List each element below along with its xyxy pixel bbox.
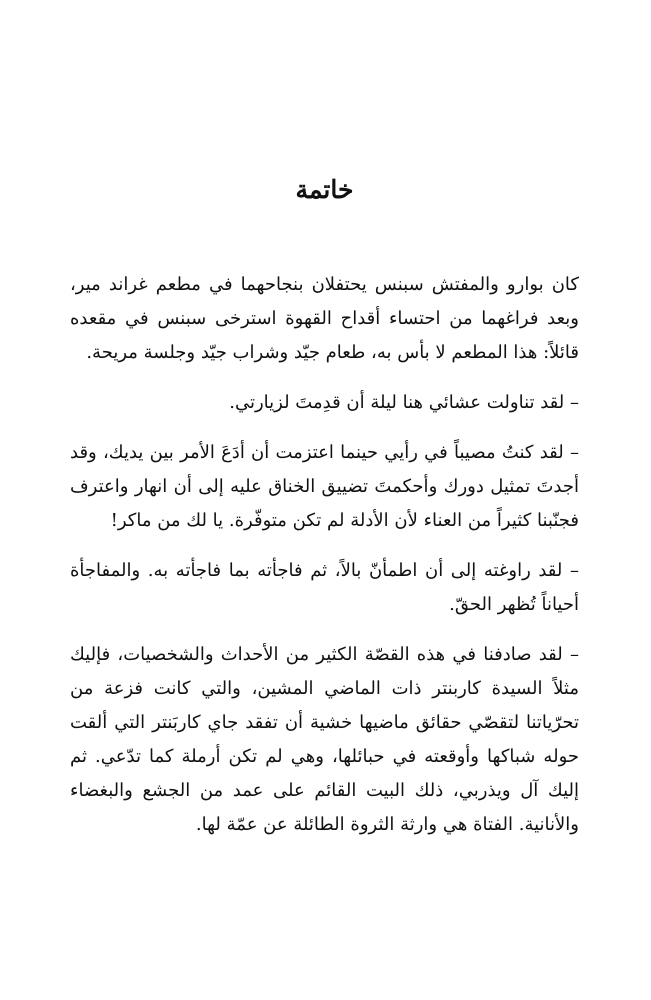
paragraph-dialogue-1: – لقد تناولت عشائي هنا ليلة أن قدِمتَ لزيارتي.	[229, 392, 579, 413]
paragraph-dialogue-4: – لقد صادفنا في هذه القصّة الكثير من الأحداث والشخصيات، فإليك مثلاً السيدة كاربنتر ذات الماضي المشين، والتي كانت فزعة من تحرّياتنا لتقصّي حقائق ماضيها خشية أن تفقد جاي كاربَنتر التي ألقت حوله شباكها وأوقعته في حبائلها، وهي لم تكن أرملة كما تدّعي. ثم إليك آل ويذربي، ذلك البيت القائم على عمد من الجشع والبغضاء والأنانية. الفتاة هي وارثة الثروة الطائلة عن عمّة لها.	[70, 644, 579, 835]
chapter-title: خاتمة	[295, 175, 354, 204]
paragraph-dialogue-2: – لقد كنتُ مصيباً في رأيي حينما اعتزمت أن أدَعَ الأمر بين يديك، وقد أجدتَ تمثيل دورك وأحكمتَ تضييق الخناق عليه إلى أن انهار واعترف فجنّبنا كثيراً من العناء لأن الأدلة لم تكن متوفّرة. يا لك من ماكر!	[70, 442, 579, 531]
chapter-body	[70, 268, 579, 842]
paragraph-intro: كان بوارو والمفتش سبنس يحتفلان بنجاحهما في مطعم غراند مير، وبعد فراغهما من احتساء أقداح القهوة استرخى سبنس في مقعده قائلاً: هذا المطعم لا بأس به، طعام جيّد وشراب جيّد وجلسة مريحة.	[70, 274, 579, 363]
paragraph-dialogue-3: – لقد راوغته إلى أن اطمأنّ بالاً، ثم فاجأته بما فاجأته به. والمفاجأة أحياناً تُظهر الحقّ.	[70, 560, 579, 615]
